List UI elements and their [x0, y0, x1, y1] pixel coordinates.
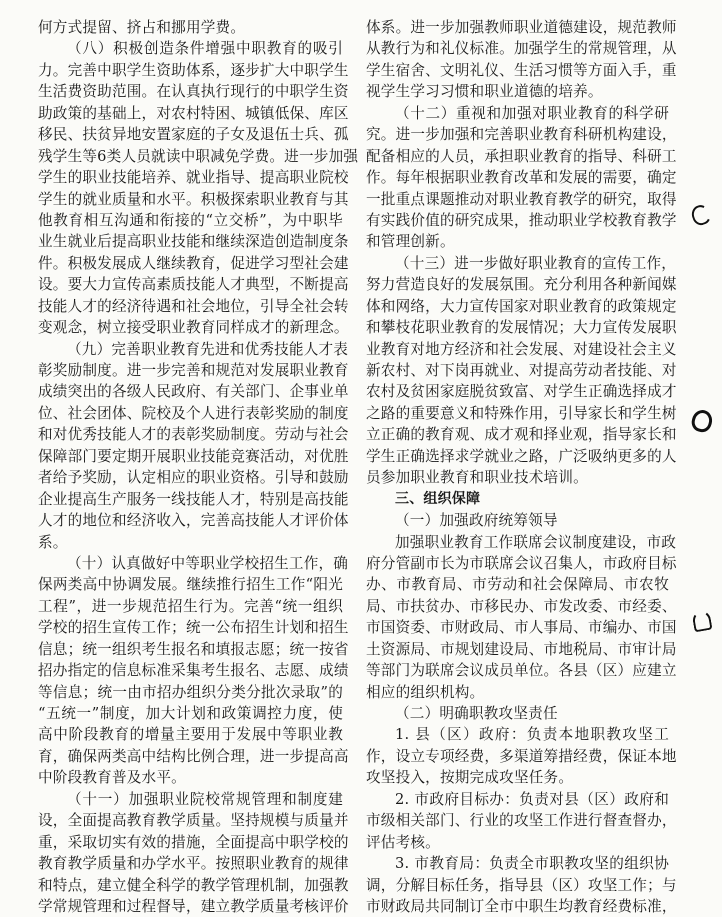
- text-line: 和管理创新。: [366, 233, 455, 251]
- text-line: 彰奖励制度。进一步完善和规范对发展职业教育: [38, 362, 349, 379]
- text-line: 究。进一步加强和完善职业教育科研机构建设，: [366, 126, 677, 144]
- text-line: 1. 县（区）政府：负责本地职教攻坚工: [395, 726, 669, 744]
- text-line: 变观念，树立接受职业教育同样成才的新理念。: [38, 319, 349, 337]
- text-line: 评估考核。: [366, 833, 440, 851]
- text-line: 有实践价值的研究成果，推动职业学校教育教学: [366, 211, 677, 229]
- text-line: 局、市扶贫办、市移民办、市发改委、市经委、: [366, 597, 677, 615]
- text-line: 生活费资助范围。在认真执行现行的中职学生资: [38, 83, 349, 101]
- section-heading: 三、组织保障: [395, 490, 481, 507]
- text-line: 重，采取切实有效的措施，全面提高中职学校的: [38, 833, 349, 851]
- text-line: “五统一”制度，加大计划和政策调控力度，使: [38, 705, 343, 722]
- right-column: [366, 17, 677, 917]
- text-line: 中阶段教育普及水平。: [38, 769, 186, 787]
- text-line: 体系。进一步加强教师职业道德建设，规范教师: [366, 19, 677, 36]
- text-line: 市级相关部门、行业的攻坚工作进行督查督办，: [366, 812, 677, 830]
- text-line: 市国资委、市财政局、市人事局、市编办、市国: [366, 619, 677, 637]
- text-line: 残学生等6类人员就读中职减免学费。进一步加强: [38, 147, 359, 165]
- text-line: 相应的组织机构。: [366, 683, 485, 701]
- text-line: 何方式提留、挤占和挪用学费。: [38, 19, 246, 36]
- text-line: 设。要大力宣传高素质技能人才典型，不断提高: [38, 276, 349, 294]
- text-line: 和特点，建立健全科学的教学管理机制，加强教: [38, 876, 349, 894]
- text-line: 人才的地位和经济收入，完善高技能人才评价体: [38, 512, 349, 530]
- subsection-heading: （二）明确职教攻坚责任: [395, 705, 558, 722]
- text-line: 努力营造良好的发展氛围。充分利用各种新闻媒: [366, 276, 677, 294]
- text-line: 等信息；统一由市招办组织分类分批次录取”的: [38, 683, 343, 701]
- text-line: 位、社会团体、院校及个人进行表彰奖励的制度: [38, 404, 349, 422]
- text-line: 工程”，进一步规范招生行为。完善“统一组织: [38, 597, 343, 615]
- text-line: 力。完善中职学生资助体系，逐步扩大中职学生: [38, 61, 349, 79]
- text-line: 学生的就业质量和水平。积极探索职业教育与其: [38, 190, 349, 208]
- text-line: 业教育对地方经济和社会发展、对建设社会主义: [366, 340, 677, 358]
- text-line: 3. 市教育局：负责全市职教攻坚的组织协: [395, 855, 669, 873]
- text-line: 调，分解目标任务，指导县（区）攻坚工作；与: [366, 876, 677, 894]
- text-line: 之路的重要意义和特殊作用，引导家长和学生树: [366, 404, 677, 422]
- text-line: 高中阶段教育的增量主要用于发展中等职业教: [38, 726, 343, 744]
- text-line: 学常规管理和过程督导，建立教学质量考核评价: [38, 897, 349, 915]
- text-line: 员参加职业教育和职业技术培训。: [366, 469, 588, 487]
- text-line: 攻坚投入，按期完成攻坚任务。: [366, 769, 574, 787]
- text-line: 保障部门要定期开展职业技能竞赛活动，对优胜: [38, 447, 349, 465]
- text-line: （十）认真做好中等职业学校招生工作，确: [67, 554, 349, 572]
- text-line: 保两类高中协调发展。继续推行招生工作“阳光: [38, 576, 343, 594]
- text-line: 府分管副市长为市联席会议召集人，市政府目标: [366, 554, 677, 572]
- text-line: 教育教学质量和办学水平。按照职业教育的规律: [38, 855, 349, 873]
- text-line: 业生就业后提高职业技能和继续深造创造制度条: [38, 233, 349, 251]
- text-line: 件。积极发展成人继续教育，促进学习型社会建: [38, 254, 349, 272]
- text-line: 技能人才的经济待遇和社会地位，引导全社会转: [38, 297, 349, 315]
- text-line: 农村及贫困家庭脱贫致富、对学生正确选择成才: [366, 383, 677, 401]
- text-line: 信息；统一组织考生报名和填报志愿；统一按省: [38, 640, 349, 658]
- text-line: （十三）进一步做好职业教育的宣传工作，: [395, 254, 677, 272]
- text-line: 学生宿舍、文明礼仪、生活习惯等方面入手，重: [366, 61, 677, 79]
- text-line: （十一）加强职业院校常规管理和制度建: [67, 790, 343, 808]
- binding-hole-mark: [689, 408, 714, 434]
- text-line: 作，设立专项经费，多渠道筹措经费，保证本地: [366, 747, 677, 765]
- text-line: （十二）重视和加强对职业教育的科学研: [395, 104, 669, 122]
- text-line: 他教育相互沟通和衔接的“立交桥”，为中职毕: [38, 211, 343, 229]
- text-line: 学生的职业技能培养、就业指导、提高职业院校: [38, 169, 349, 187]
- text-line: 2. 市政府目标办：负责对县（区）政府和: [395, 790, 669, 808]
- text-line: 配备相应的人员，承担职业教育的指导、科研工: [366, 147, 677, 165]
- text-line: 设，全面提高教育教学质量。坚持规模与质量并: [38, 812, 349, 830]
- subsection-heading: （一）加强政府统筹领导: [395, 512, 558, 530]
- text-line: 招办指定的信息标准采集考生报名、志愿、成绩: [38, 662, 349, 680]
- text-line: 新农村、对下岗再就业、对提高劳动者技能、对: [366, 362, 677, 379]
- text-line: （八）积极创造条件增强中职教育的吸引: [67, 40, 343, 58]
- text-line: 办、市教育局、市劳动和社会保障局、市农牧: [366, 576, 669, 594]
- text-line: 育，确保两类高中结构比例合理，进一步提高高: [38, 747, 349, 765]
- text-line: 作。每年根据职业教育改革和发展的需要，确定: [366, 169, 677, 187]
- text-line: 移民、扶贫异地安置家庭的子女及退伍士兵、孤: [38, 126, 349, 144]
- text-line: 和攀枝花职业教育的发展情况；大力宣传发展职: [366, 319, 677, 337]
- text-line: 等部门为联席会议成员单位。各县（区）应建立: [366, 662, 677, 680]
- text-line: 立正确的教育观、成才观和择业观，指导家长和: [366, 426, 677, 444]
- text-line: 土资源局、市规划建设局、市地税局、市审计局: [366, 640, 677, 658]
- text-line: 和对优秀技能人才的表彰奖励制度。劳动与社会: [38, 426, 349, 444]
- text-line: 学校的招生宣传工作；统一公布招生计划和招生: [38, 619, 349, 637]
- text-line: 企业提高生产服务一线技能人才，特别是高技能: [38, 490, 349, 508]
- text-line: 从教行为和礼仪标准。加强学生的常规管理，从: [366, 40, 677, 58]
- binding-hole-mark: [691, 610, 712, 633]
- text-line: 一批重点课题推动对职业教育教学的研究，取得: [366, 190, 677, 208]
- text-line: 助政策的基础上，对农村特困、城镇低保、库区: [38, 104, 349, 122]
- text-line: （九）完善职业教育先进和优秀技能人才表: [67, 340, 349, 358]
- binding-hole-mark: [689, 203, 713, 228]
- left-column: [38, 17, 359, 917]
- text-line: 市财政局共同制订全市中职生均教育经费标准，: [366, 897, 677, 915]
- text-line: 成绩突出的各级人民政府、有关部门、企事业单: [38, 383, 349, 401]
- text-line: 系。: [38, 533, 68, 551]
- text-line: 加强职业教育工作联席会议制度建设，市政: [395, 533, 677, 551]
- text-line: 学生正确选择求学就业之路，广泛吸纳更多的人: [366, 447, 677, 465]
- text-line: 体和网络，大力宣传国家对职业教育的政策规定: [366, 297, 677, 315]
- text-line: 者给予奖励，认定相应的职业资格。引导和鼓励: [38, 469, 349, 487]
- text-line: 视学生学习习惯和职业道德的培养。: [366, 83, 603, 101]
